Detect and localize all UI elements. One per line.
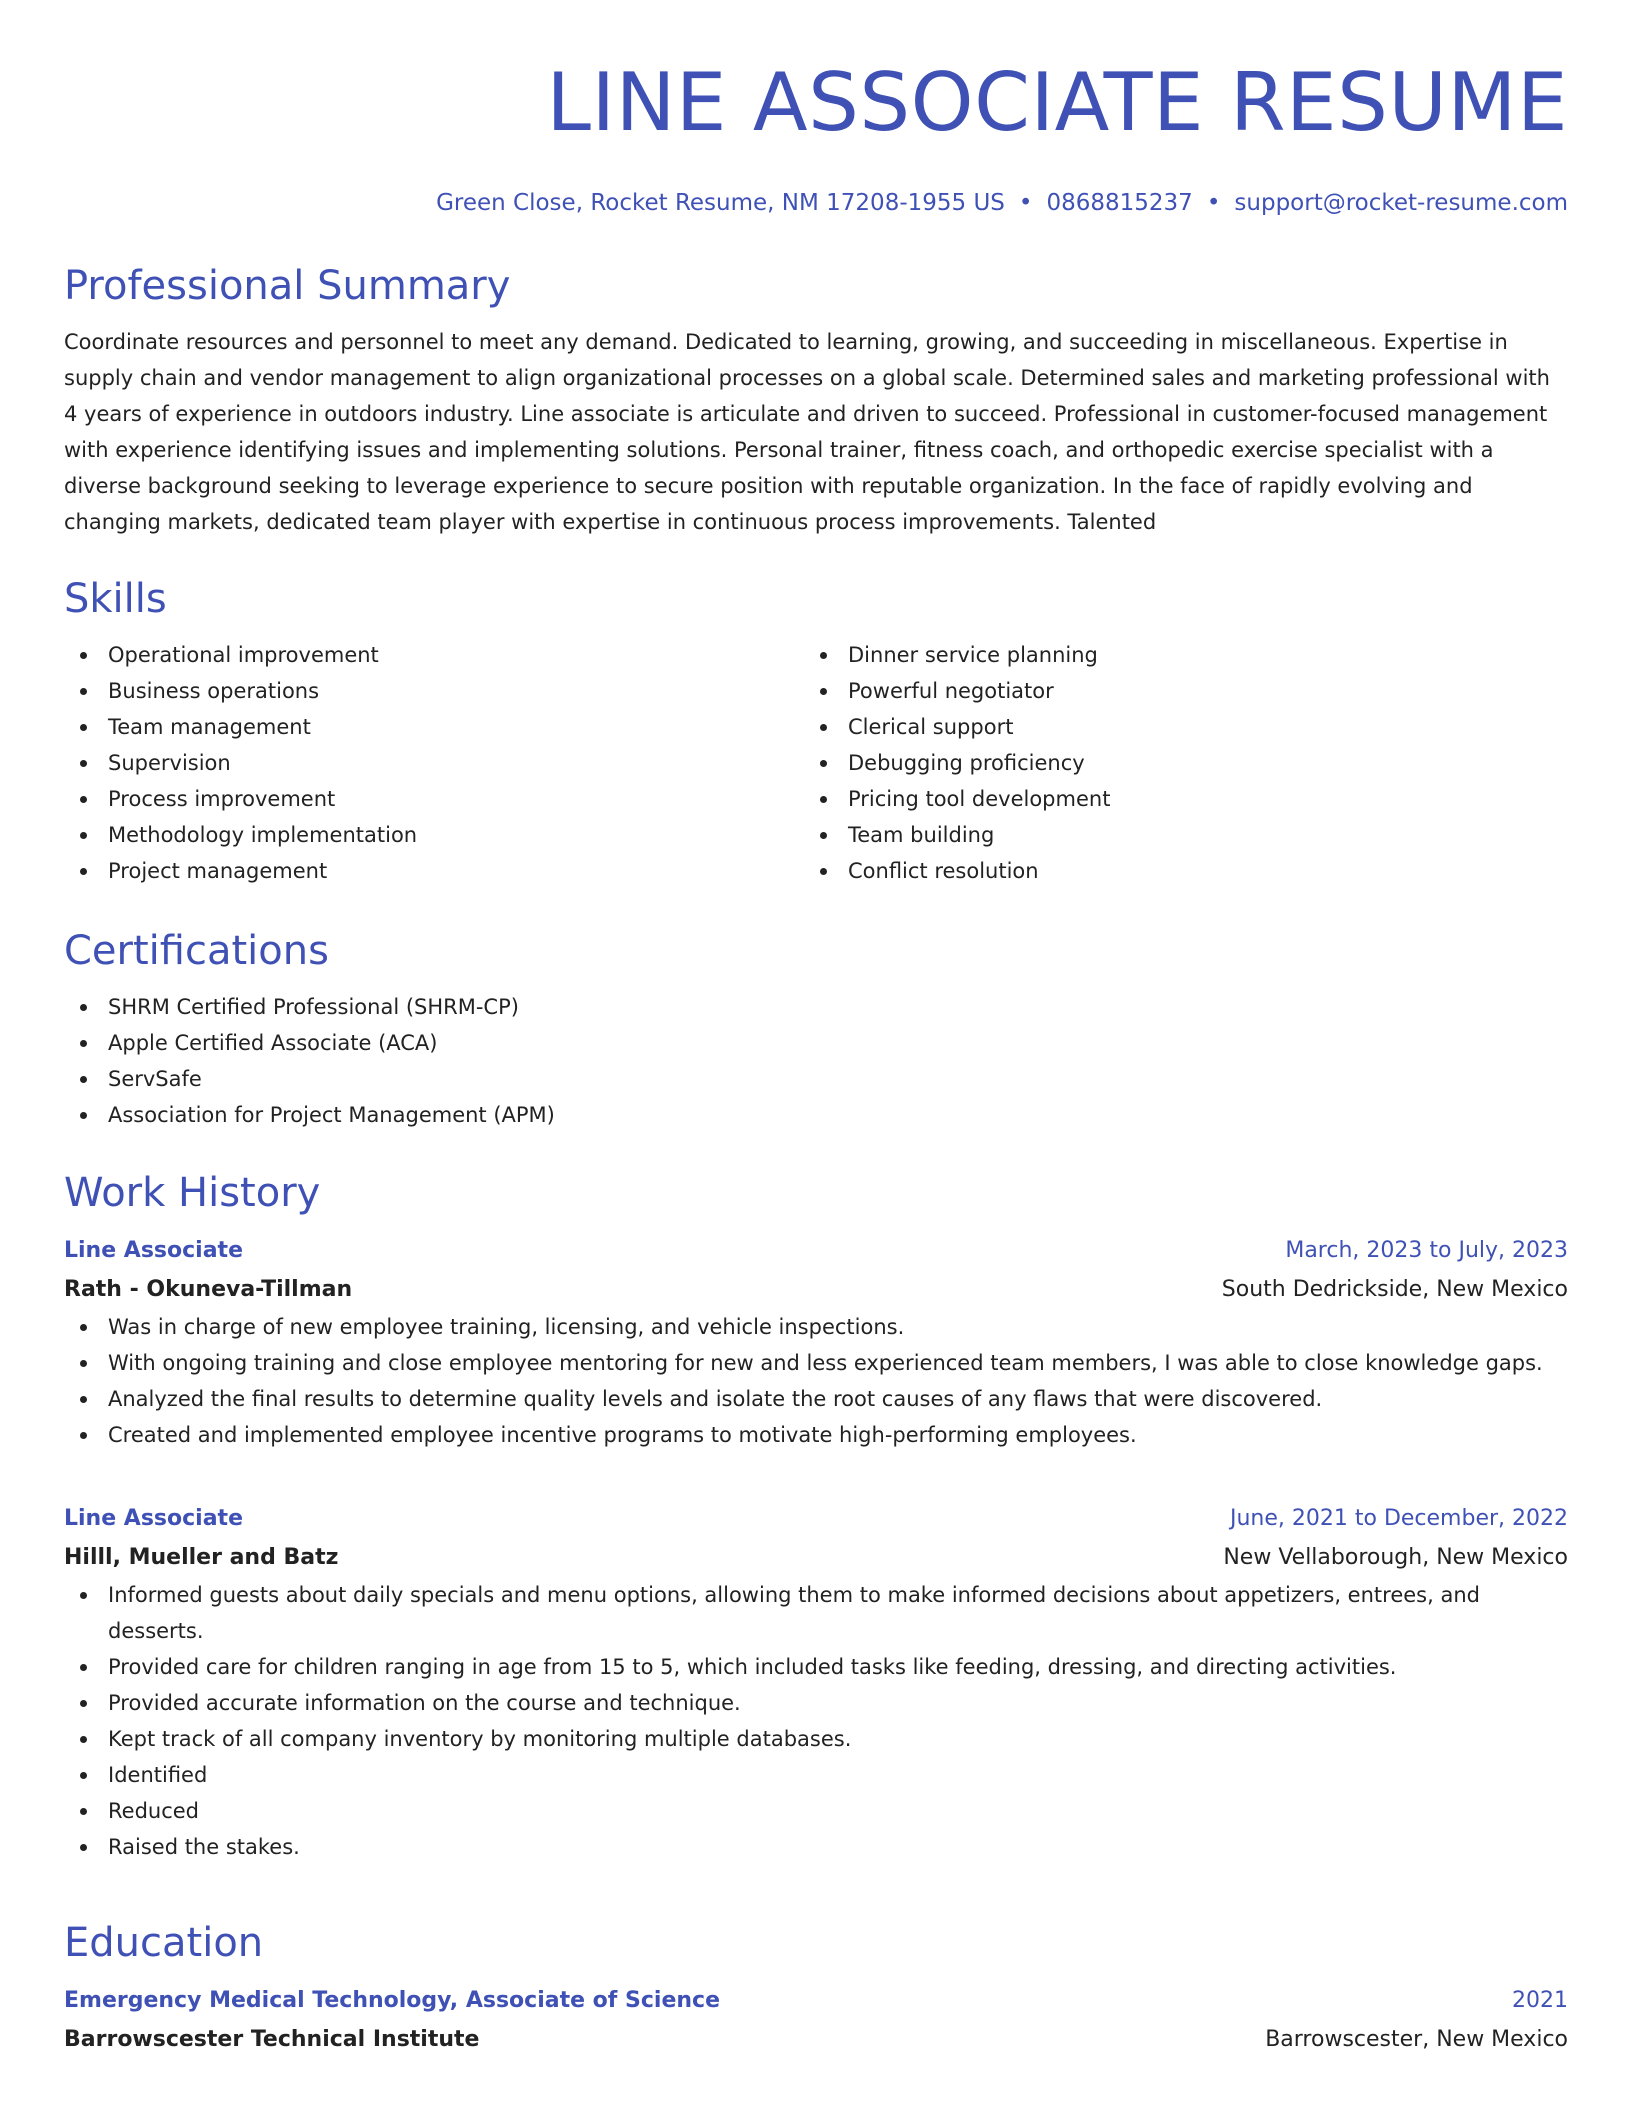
job-header-row — [64, 1499, 1568, 1538]
education-year: 2021 — [1512, 1988, 1568, 2013]
skills-heading: Skills — [64, 576, 167, 622]
certifications-section — [64, 925, 1568, 1133]
skill-item: Process improvement — [64, 781, 804, 817]
contact-separator: • — [1018, 190, 1033, 216]
contact-phone: 0868815237 — [1046, 190, 1193, 216]
job-company: Rath - Okuneva-Tillman — [64, 1277, 353, 1302]
skill-item: Dinner service planning — [804, 637, 1544, 673]
skill-item: Clerical support — [804, 709, 1544, 745]
education-degree-row — [64, 1981, 1568, 2020]
certification-item: Association for Project Management (APM) — [64, 1097, 1568, 1133]
job-bullet: Created and implemented employee incentive programs to motivate high-performing employees. — [64, 1417, 1568, 1453]
summary-section — [64, 260, 1568, 540]
job-bullets — [64, 1309, 1568, 1453]
skills-grid — [64, 637, 1568, 889]
job-bullet: Identified — [64, 1757, 1568, 1793]
job-bullets — [64, 1577, 1568, 1865]
skill-item: Methodology implementation — [64, 817, 804, 853]
job-entry — [64, 1499, 1568, 1865]
education-school: Barrowscester Technical Institute — [64, 2027, 480, 2052]
skill-item: Debugging proficiency — [804, 745, 1544, 781]
summary-text: Coordinate resources and personnel to meet any demand. Dedicated to learning, growing, and succeeding in miscellaneous. Expertise in supply chain and vendor management to align organizational processes on a global scale. Determined sales and marketing professional with 4 years of experience in outdoors industry. Line associate is articulate and driven to succeed. Professional in customer-focused management with experience identifying issues and implementing solutions. Personal trainer, fitness coach, and orthopedic exercise specialist with a diverse background seeking to leverage experience to secure position with reputable organization. In the face of rapidly evolving and changing markets, dedicated team player with expertise in continuous process improvements. Talented — [64, 330, 1550, 534]
certification-item: Apple Certified Associate (ACA) — [64, 1025, 1568, 1061]
job-title: Line Associate — [64, 1238, 243, 1263]
skill-item: Team building — [804, 817, 1544, 853]
resume-name: LINE ASSOCIATE RESUME — [546, 56, 1568, 149]
resume-header — [64, 48, 1568, 220]
job-bullet: Provided accurate information on the course and technique. — [64, 1685, 1568, 1721]
job-bullet: Analyzed the final results to determine quality levels and isolate the root causes of any flaws that were discovered. — [64, 1381, 1568, 1417]
skill-item: Operational improvement — [64, 637, 804, 673]
education-location: Barrowscester, New Mexico — [1265, 2027, 1568, 2052]
job-bullet: Informed guests about daily specials and menu options, allowing them to make informed decisions about appetizers, entrees, and desserts. — [64, 1577, 1568, 1649]
job-location: New Vellaborough, New Mexico — [1223, 1545, 1568, 1570]
skills-column-left — [64, 637, 804, 889]
contact-line — [64, 186, 1568, 220]
skill-item: Team management — [64, 709, 804, 745]
job-company-row — [64, 1270, 1568, 1309]
job-company-row — [64, 1538, 1568, 1577]
skills-column-right — [804, 637, 1544, 889]
job-bullet: Was in charge of new employee training, licensing, and vehicle inspections. — [64, 1309, 1568, 1345]
job-dates: June, 2021 to December, 2022 — [1229, 1506, 1568, 1531]
job-dates: March, 2023 to July, 2023 — [1285, 1238, 1568, 1263]
job-company: Hilll, Mueller and Batz — [64, 1545, 339, 1570]
skill-item: Powerful negotiator — [804, 673, 1544, 709]
certification-item: SHRM Certified Professional (SHRM-CP) — [64, 989, 1568, 1025]
job-bullet: Kept track of all company inventory by monitoring multiple databases. — [64, 1721, 1568, 1757]
job-bullet: Reduced — [64, 1793, 1568, 1829]
job-bullet: With ongoing training and close employee mentoring for new and less experienced team members, I was able to close knowledge gaps. — [64, 1345, 1568, 1381]
summary-heading: Professional Summary — [64, 263, 511, 309]
job-bullet: Raised the stakes. — [64, 1829, 1568, 1865]
skill-item: Pricing tool development — [804, 781, 1544, 817]
education-section — [64, 1917, 1568, 2059]
education-school-row — [64, 2020, 1568, 2059]
contact-address: Green Close, Rocket Resume, NM 17208-1955 US — [436, 190, 1005, 216]
skills-section — [64, 573, 1568, 889]
job-title: Line Associate — [64, 1506, 243, 1531]
work-history-section — [64, 1167, 1568, 1859]
contact-email: support@rocket-resume.com — [1234, 190, 1568, 216]
job-location: South Dedrickside, New Mexico — [1221, 1277, 1568, 1302]
work-history-heading: Work History — [64, 1170, 321, 1216]
skill-item: Conflict resolution — [804, 853, 1544, 889]
certifications-heading: Certifications — [64, 928, 329, 974]
job-entry — [64, 1231, 1568, 1453]
skill-item: Project management — [64, 853, 804, 889]
job-bullet: Provided care for children ranging in age from 15 to 5, which included tasks like feeding, dressing, and directing activities. — [64, 1649, 1568, 1685]
education-heading: Education — [64, 1920, 264, 1966]
education-degree: Emergency Medical Technology, Associate of Science — [64, 1988, 720, 2013]
certification-item: ServSafe — [64, 1061, 1568, 1097]
certifications-list — [64, 989, 1568, 1133]
contact-separator: • — [1206, 190, 1221, 216]
skill-item: Supervision — [64, 745, 804, 781]
job-header-row — [64, 1231, 1568, 1270]
skill-item: Business operations — [64, 673, 804, 709]
